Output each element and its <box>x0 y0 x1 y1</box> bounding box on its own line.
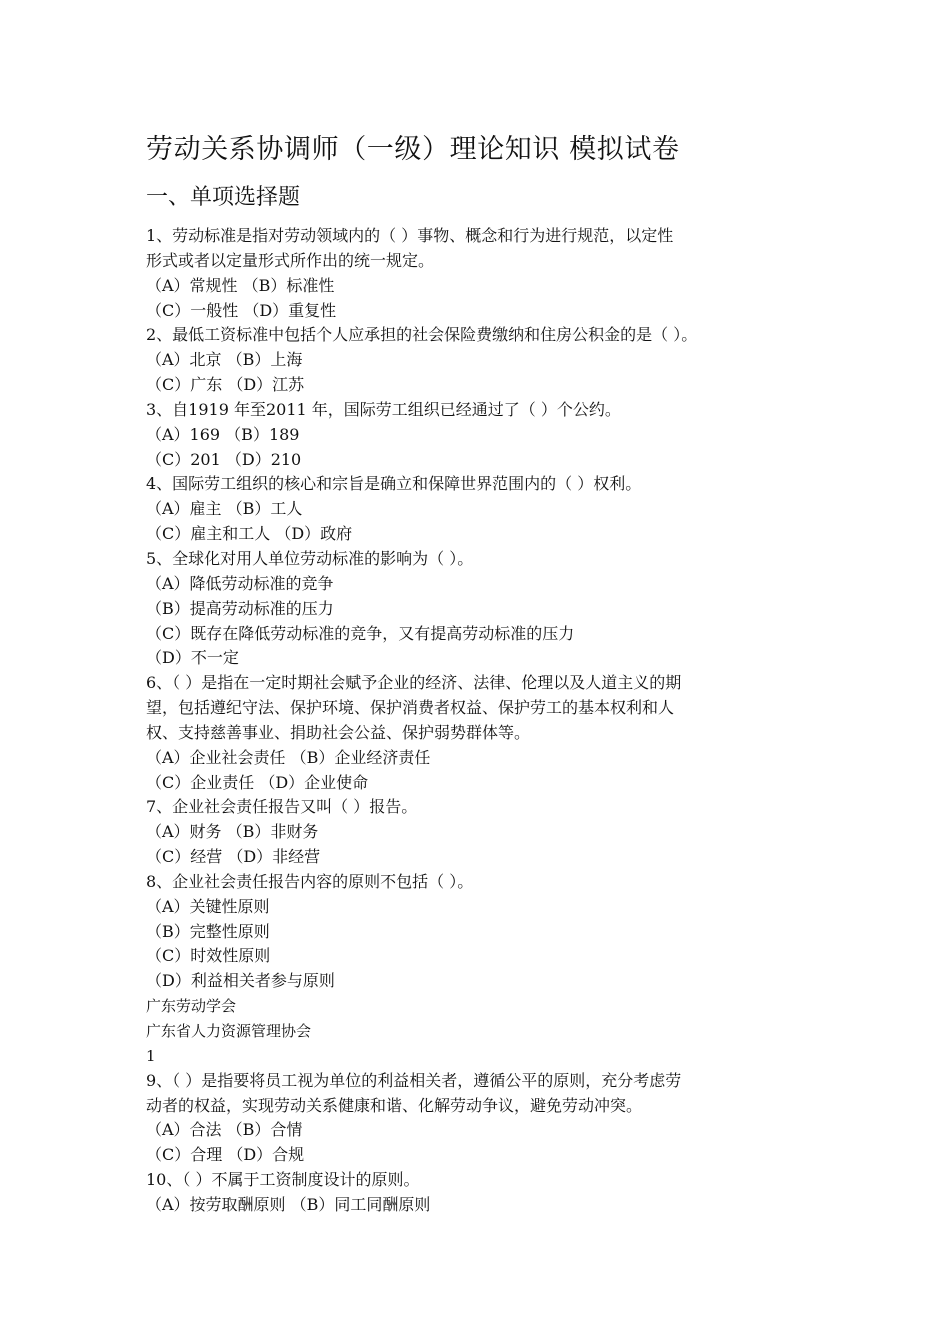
option-line: （A）合法 （B）合情 <box>146 1120 303 1140</box>
option-line: （B）完整性原则 <box>146 921 270 941</box>
text-line: 7、企业社会责任报告又叫（ ）报告。 <box>146 797 418 817</box>
option-line: （A）关键性原则 <box>146 896 270 916</box>
question-list <box>146 224 826 1218</box>
page-number: 1 <box>146 1046 156 1065</box>
option-line: （C）时效性原则 <box>146 946 271 966</box>
option-line: （A）雇主 （B）工人 <box>146 499 303 519</box>
text-line: 望，包括遵纪守法、保护环境、保护消费者权益、保护劳工的基本权利和人 <box>146 698 675 718</box>
footer-organization: 广东省人力资源管理协会 <box>146 1022 312 1040</box>
option-line: （C）既存在降低劳动标准的竞争，又有提高劳动标准的压力 <box>146 623 575 643</box>
option-line: （A）常规性 （B）标准性 <box>146 275 335 295</box>
text-line: 权、支持慈善事业、捐助社会公益、保护弱势群体等。 <box>146 722 531 742</box>
text-line: 4、国际劳工组织的核心和宗旨是确立和保障世界范围内的（ ）权利。 <box>146 474 642 494</box>
option-line: （C）201 （D）210 <box>146 449 302 469</box>
option-line: （A）按劳取酬原则 （B）同工同酬原则 <box>146 1194 431 1214</box>
option-line: （A）降低劳动标准的竞争 <box>146 573 334 593</box>
text-line: 6、（ ）是指在一定时期社会赋予企业的经济、法律、伦理以及人道主义的期 <box>146 673 682 693</box>
footer-organization: 广东劳动学会 <box>146 997 237 1016</box>
option-line: （D）不一定 <box>146 648 239 668</box>
document-title: 劳动关系协调师（一级）理论知识 模拟试卷 <box>146 134 680 165</box>
option-line: （C）一般性 （D）重复性 <box>146 300 337 320</box>
text-line: 5、全球化对用人单位劳动标准的影响为（ ）。 <box>146 548 474 568</box>
option-line: （A）财务 （B）非财务 <box>146 822 319 842</box>
option-line: （D）利益相关者参与原则 <box>146 971 335 991</box>
text-line: 1、劳动标准是指对劳动领域内的（ ）事物、概念和行为进行规范，以定性 <box>146 226 674 245</box>
option-line: （C）广东 （D）江苏 <box>146 375 305 395</box>
text-line: 2、最低工资标准中包括个人应承担的社会保险费缴纳和住房公积金的是（ ）。 <box>146 325 698 345</box>
section-heading: 一、单项选择题 <box>146 185 301 210</box>
option-line: （A）企业社会责任 （B）企业经济责任 <box>146 747 431 767</box>
text-line: 8、企业社会责任报告内容的原则不包括（ ）。 <box>146 871 474 891</box>
text-line: 形式或者以定量形式所作出的统一规定。 <box>146 250 435 270</box>
option-line: （C）雇主和工人 （D）政府 <box>146 524 353 544</box>
text-line: 9、（ ）是指要将员工视为单位的利益相关者，遵循公平的原则，充分考虑劳 <box>146 1070 682 1090</box>
option-line: （C）合理 （D）合规 <box>146 1145 305 1165</box>
text-line: 3、自1919 年至2011 年，国际劳工组织已经通过了（ ）个公约。 <box>146 399 621 419</box>
option-line: （A）169 （B）189 <box>146 424 300 444</box>
option-line: （B）提高劳动标准的压力 <box>146 598 334 618</box>
text-line: 动者的权益，实现劳动关系健康和谐、化解劳动争议，避免劳动冲突。 <box>146 1095 643 1115</box>
option-line: （A）北京 （B）上海 <box>146 350 303 370</box>
option-line: （C）企业责任 （D）企业使命 <box>146 772 369 792</box>
option-line: （C）经营 （D）非经营 <box>146 847 321 867</box>
text-line: 10、（ ）不属于工资制度设计的原则。 <box>146 1170 420 1190</box>
